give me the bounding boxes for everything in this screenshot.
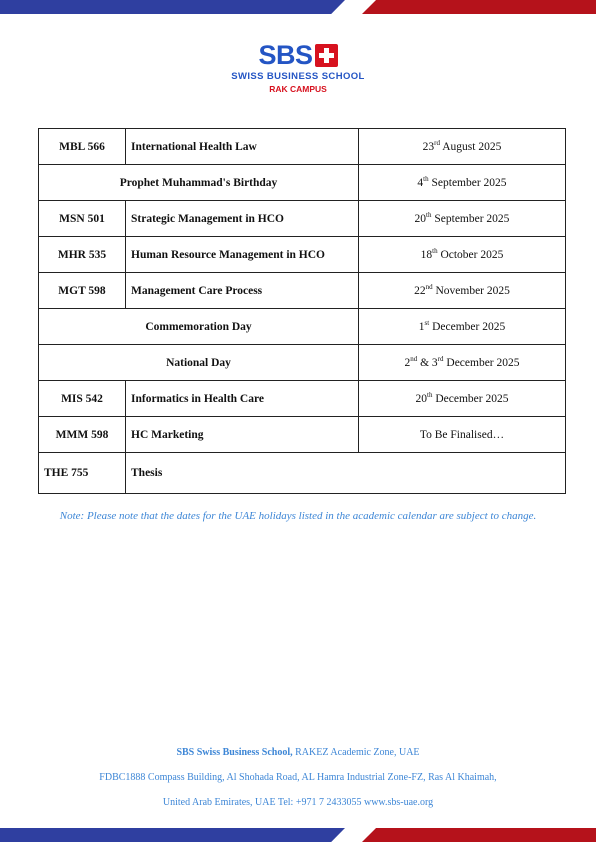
course-title: Strategic Management in HCO [126, 201, 359, 237]
top-red-stripe [362, 0, 596, 14]
date-suffix: th [426, 210, 432, 219]
course-date [359, 237, 566, 273]
course-date [359, 201, 566, 237]
footer-zone: RAKEZ Academic Zone, UAE [292, 747, 420, 758]
date-suffix: st [424, 318, 430, 327]
bottom-red-stripe [362, 828, 596, 842]
course-date [359, 417, 566, 453]
date-month-year: September 2025 [428, 176, 507, 189]
course-row [39, 417, 566, 453]
date-month-year: December 2025 [432, 392, 509, 405]
date-month-year: October 2025 [437, 248, 504, 261]
course-date [359, 129, 566, 165]
date-month-year: September 2025 [431, 212, 510, 225]
course-title: International Health Law [126, 129, 359, 165]
top-blue-stripe [0, 0, 345, 14]
footer-line-2: FDBC1888 Compass Building, Al Shohada Road, AL Hamra Industrial Zone-FZ, Ras Al Khaimah, [99, 772, 497, 783]
logo-campus-name: RAK CAMPUS [269, 84, 327, 94]
date-suffix: nd [425, 282, 433, 291]
holiday-date [359, 345, 566, 381]
date-suffix: th [427, 390, 433, 399]
bottom-decorative-band [0, 828, 596, 842]
top-decorative-band [0, 0, 596, 14]
holiday-name: National Day [39, 345, 359, 381]
course-code: MHR 535 [39, 237, 126, 273]
date-suffix: th [423, 174, 429, 183]
date-month-year: August 2025 [440, 140, 502, 153]
date-day: 1 [418, 320, 425, 333]
holiday-row [39, 309, 566, 345]
date-month-year: December 2025 [429, 320, 506, 333]
course-title: Thesis [126, 453, 566, 494]
course-row [39, 453, 566, 494]
holiday-name: Prophet Muhammad's Birthday [39, 165, 359, 201]
swiss-cross-icon [315, 44, 338, 67]
date-day: 18 [420, 248, 433, 261]
course-row [39, 201, 566, 237]
holiday-row [39, 165, 566, 201]
course-title: Informatics in Health Care [126, 381, 359, 417]
footer-address [0, 740, 596, 815]
course-row [39, 273, 566, 309]
date-month-year: December 2025 [443, 356, 520, 369]
logo-school-name: SWISS BUSINESS SCHOOL [231, 71, 365, 82]
course-code: MIS 542 [39, 381, 126, 417]
footer-org-name: SBS Swiss Business School, [176, 747, 293, 758]
course-code: MSN 501 [39, 201, 126, 237]
holiday-row [39, 345, 566, 381]
date-day: 20 [415, 392, 428, 405]
date-day: 23 [422, 140, 435, 153]
date-suffix: rd [434, 138, 440, 147]
course-title: Management Care Process [126, 273, 359, 309]
footer-line-1 [0, 740, 596, 765]
holiday-note: Note: Please note that the dates for the UAE holidays listed in the academic calendar are subject to change. [59, 510, 537, 522]
course-title: HC Marketing [126, 417, 359, 453]
date-day: 4 [417, 176, 424, 189]
course-date [359, 381, 566, 417]
course-code: MMM 598 [39, 417, 126, 453]
bottom-blue-stripe [0, 828, 345, 842]
course-row [39, 381, 566, 417]
holiday-name: Commemoration Day [39, 309, 359, 345]
holiday-date [359, 309, 566, 345]
date-text: To Be Finalised… [419, 428, 505, 441]
school-logo [0, 42, 596, 94]
course-code: MBL 566 [39, 129, 126, 165]
date-day: 22 [414, 284, 426, 297]
course-row [39, 129, 566, 165]
course-code: MGT 598 [39, 273, 126, 309]
date-suffix: nd [410, 354, 418, 363]
course-code: THE 755 [39, 453, 126, 494]
holiday-date [359, 165, 566, 201]
date-day: 20 [414, 212, 427, 225]
date-conjunction: & 3 [417, 356, 438, 369]
date-day: 2 [404, 356, 411, 369]
course-title: Human Resource Management in HCO [126, 237, 359, 273]
footer-line-3: United Arab Emirates, UAE Tel: +971 7 2433055 www.sbs-uae.org [162, 797, 434, 808]
course-row [39, 237, 566, 273]
logo-sbs-text: SBS [258, 40, 313, 70]
academic-calendar-table [38, 128, 566, 494]
course-date [359, 273, 566, 309]
date-suffix: th [432, 246, 438, 255]
date-suffix-2: rd [437, 354, 444, 363]
date-month-year: November 2025 [432, 284, 510, 297]
